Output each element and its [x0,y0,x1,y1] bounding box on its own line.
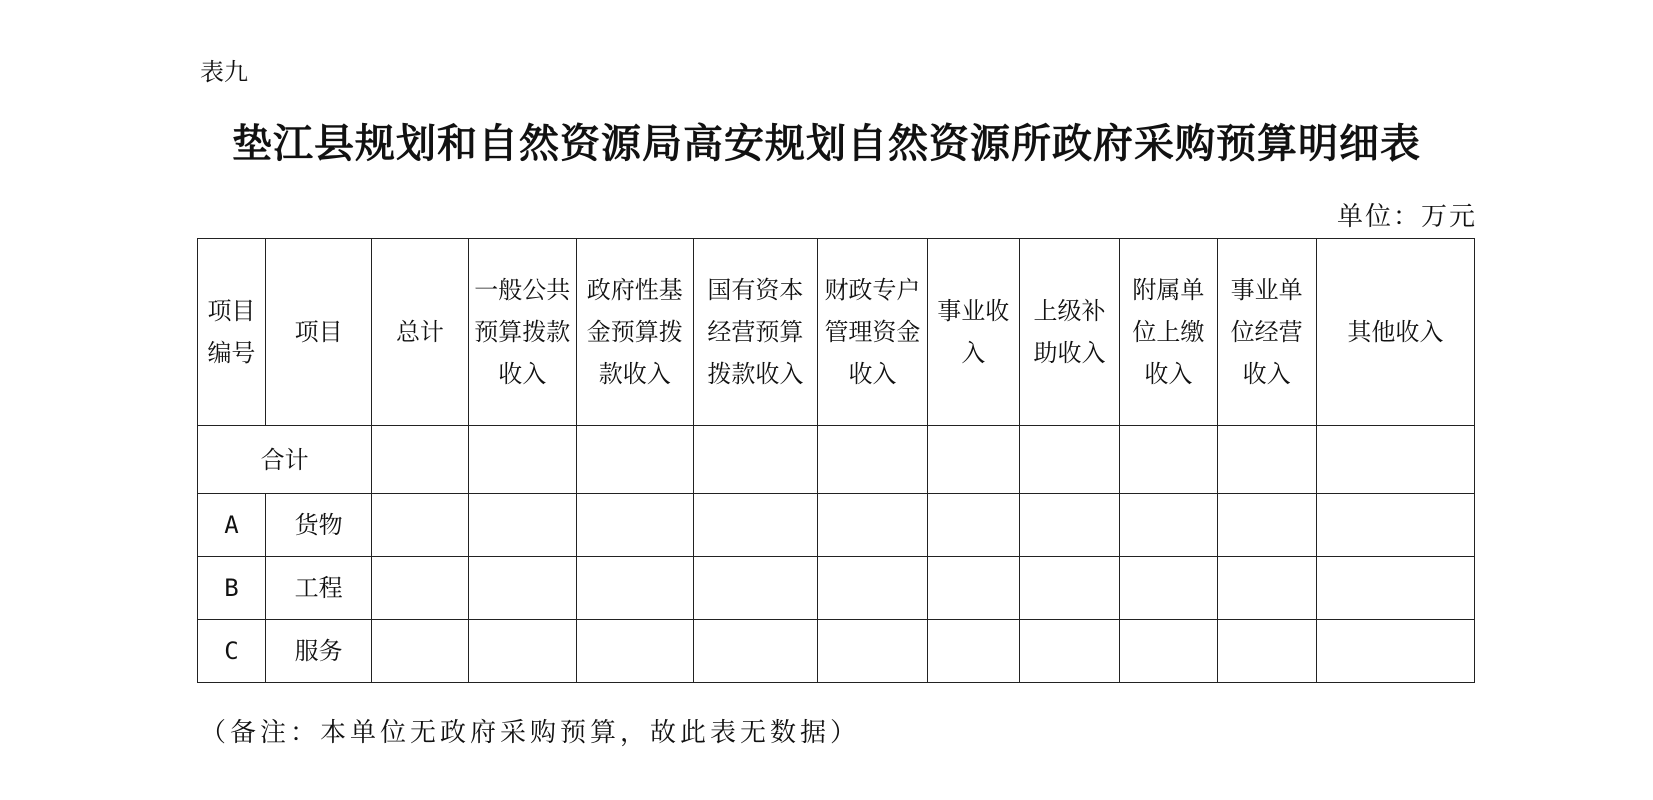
table-cell [927,620,1019,683]
header-affiliated-units: 附属单位上缴收入 [1120,239,1217,426]
table-cell [577,494,694,557]
table-cell [818,620,927,683]
table-cell [372,557,468,620]
table-cell [1316,426,1474,494]
header-total: 总计 [372,239,468,426]
table-cell [1019,494,1119,557]
table-cell [1316,557,1474,620]
total-label: 合计 [198,426,372,494]
table-number-label: 表九 [200,58,248,86]
table-cell [468,494,576,557]
table-row-total [198,426,1475,494]
table-cell [577,557,694,620]
table-cell [1120,494,1217,557]
remarks-note: （备注：本单位无政府采购预算，故此表无数据） [200,718,861,748]
header-special-account: 财政专户管理资金收入 [818,239,927,426]
row-code: A [198,494,266,557]
unit-label: 单位：万元 [1336,202,1477,232]
table-row [198,620,1475,683]
table-cell [927,494,1019,557]
row-code: C [198,620,266,683]
table-cell [468,426,576,494]
table-cell [1120,426,1217,494]
table-cell [1019,620,1119,683]
table-cell [1217,426,1316,494]
header-general-budget: 一般公共预算拨款收入 [468,239,576,426]
header-state-capital: 国有资本经营预算拨款收入 [693,239,818,426]
table-cell [1316,620,1474,683]
table-cell [1217,620,1316,683]
table-cell [1120,620,1217,683]
table-cell [693,557,818,620]
table-cell [1217,557,1316,620]
table-cell [818,557,927,620]
table-cell [468,557,576,620]
document-title: 垫江县规划和自然资源局高安规划自然资源所政府采购预算明细表 [232,120,1421,167]
table-cell [1019,557,1119,620]
table-cell [468,620,576,683]
header-other-income: 其他收入 [1316,239,1474,426]
table-row [198,494,1475,557]
table-cell [927,426,1019,494]
table-cell [372,620,468,683]
header-operating-income: 事业单位经营收入 [1217,239,1316,426]
row-name: 货物 [265,494,371,557]
table-cell [693,494,818,557]
header-project-code: 项目编号 [198,239,266,426]
table-cell [1019,426,1119,494]
table-cell [372,426,468,494]
table-cell [818,426,927,494]
table-cell [1316,494,1474,557]
table-cell [818,494,927,557]
header-project: 项目 [265,239,371,426]
header-business-income: 事业收入 [927,239,1019,426]
procurement-budget-table [197,238,1475,683]
header-government-fund: 政府性基金预算拨款收入 [577,239,694,426]
table-cell [693,620,818,683]
table-cell [1120,557,1217,620]
table-cell [1217,494,1316,557]
header-row [198,239,1475,426]
row-name: 工程 [265,557,371,620]
table-row [198,557,1475,620]
header-superior-subsidy: 上级补助收入 [1019,239,1119,426]
row-name: 服务 [265,620,371,683]
table-cell [693,426,818,494]
table-cell [577,426,694,494]
table-cell [372,494,468,557]
table-cell [577,620,694,683]
table-cell [927,557,1019,620]
row-code: B [198,557,266,620]
